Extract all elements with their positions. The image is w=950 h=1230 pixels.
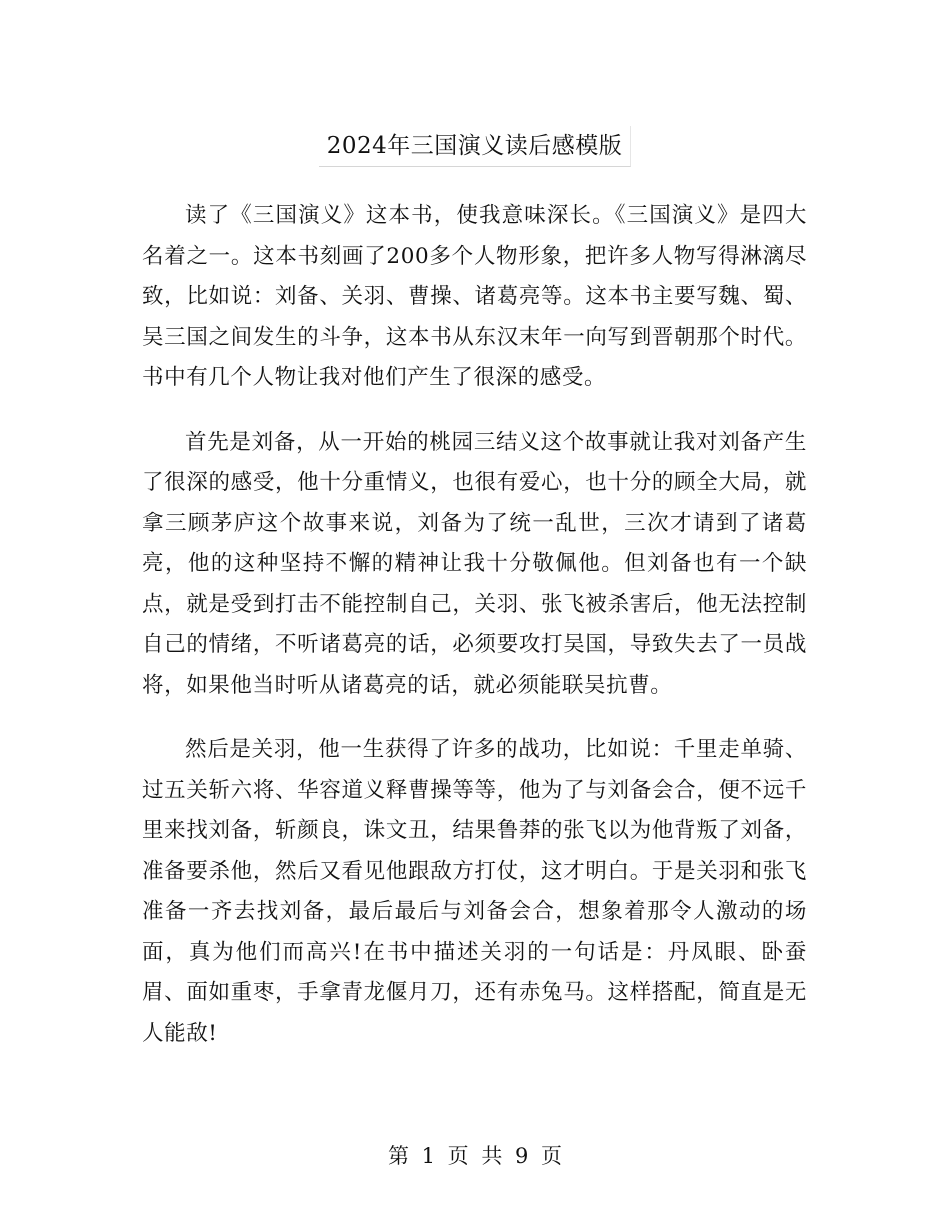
document-title: 2024年三国演义读后感模版 <box>319 126 632 167</box>
document-body <box>142 196 807 1078</box>
paragraph-1: 读了《三国演义》这本书，使我意味深长。《三国演义》是四大名着之一。这本书刻画了200多个人物形象，把许多人物写得淋漓尽致，比如说：刘备、关羽、曹操、诸葛亮等。这本书主要写魏、蜀、吴三国之间发生的斗争，这本书从东汉末年一向写到晋朝那个时代。书中有几个人物让我对他们产生了很深的感受。 <box>142 203 807 390</box>
page-footer: 第 1 页 共 9 页 <box>387 1144 563 1168</box>
paragraph-2: 首先是刘备，从一开始的桃园三结义这个故事就让我对刘备产生了很深的感受，他十分重情义，也很有爱心，也十分的顾全大局，就拿三顾茅庐这个故事来说，刘备为了统一乱世，三次才请到了诸葛亮，他的这种坚持不懈的精神让我十分敬佩他。但刘备也有一个缺点，就是受到打击不能控制自己，关羽、张飞被杀害后，他无法控制自己的情绪，不听诸葛亮的话，必须要攻打吴国，导致失去了一员战将，如果他当时听从诸葛亮的话，就必须能联吴抗曹。 <box>142 429 807 698</box>
title-container <box>0 126 950 167</box>
paragraph-3: 然后是关羽，他一生获得了许多的战功，比如说：千里走单骑、过五关斩六将、华容道义释曹操等等，他为了与刘备会合，便不远千里来找刘备，斩颜良，诛文丑，结果鲁莽的张飞以为他背叛了刘备，准备要杀他，然后又看见他跟敌方打仗，这才明白。于是关羽和张飞准备一齐去找刘备，最后最后与刘备会合，想象着那令人激动的场面，真为他们而高兴!在书中描述关羽的一句话是：丹凤眼、卧蚕眉、面如重枣，手拿青龙偃月刀，还有赤兔马。这样搭配，简直是无人能敌! <box>142 737 807 1046</box>
